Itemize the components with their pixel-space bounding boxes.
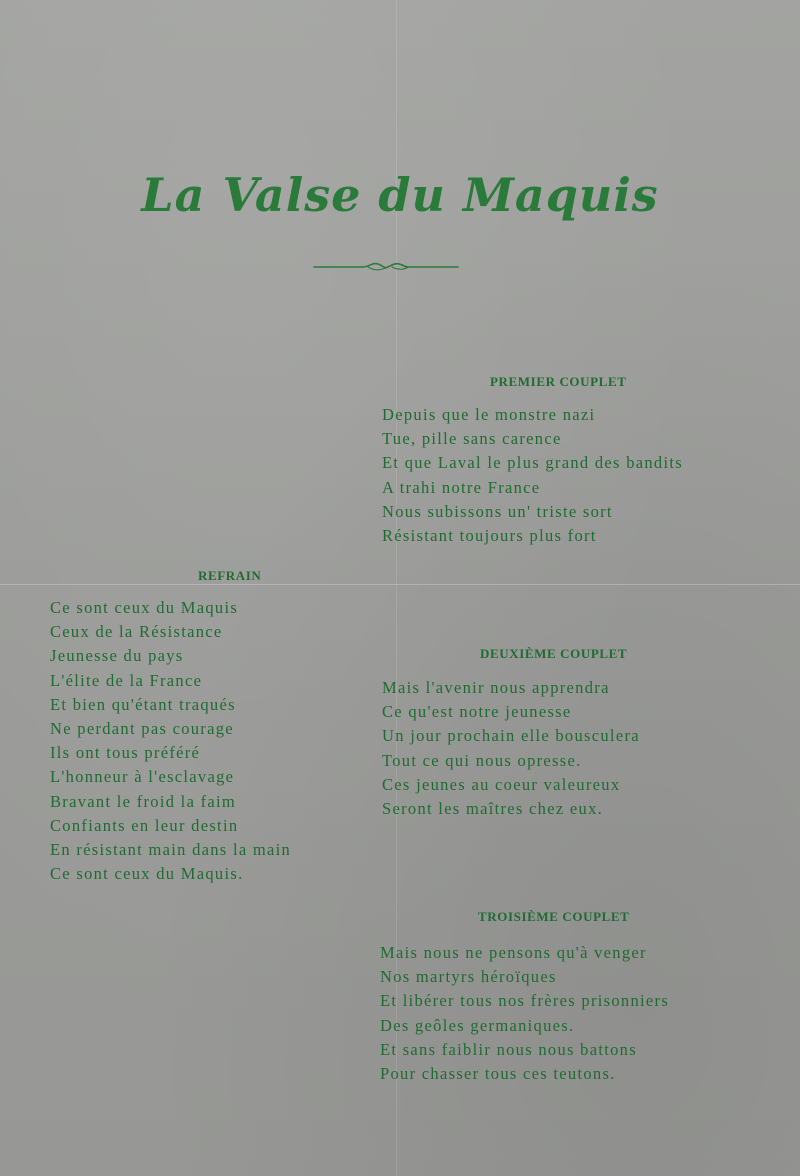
verse-line: Ne perdant pas courage xyxy=(50,719,234,739)
verse-line: Un jour prochain elle bousculera xyxy=(382,726,640,746)
verse-line: L'élite de la France xyxy=(50,670,203,690)
verse-line: Confiants en leur destin xyxy=(50,815,239,835)
verse-line: Tue, pille sans carence xyxy=(382,429,562,449)
verse-line: Ces jeunes au coeur valeureux xyxy=(382,774,621,794)
verse-line: Ce sont ceux du Maquis. xyxy=(50,864,244,884)
troisieme-couplet-heading: TROISIÈME COUPLET xyxy=(478,909,630,924)
verse-line: Ce qu'est notre jeunesse xyxy=(382,702,572,722)
verse-line: Résistant toujours plus fort xyxy=(382,526,597,546)
song-title: La Valse du Maquis xyxy=(141,168,659,222)
premier-couplet-verse xyxy=(382,403,683,548)
refrain-heading: REFRAIN xyxy=(198,568,262,583)
verse-line: Et libérer tous nos frères prisonniers xyxy=(380,991,670,1011)
verse-line: Jeunesse du pays xyxy=(50,646,184,666)
deuxieme-couplet-verse xyxy=(382,676,640,821)
verse-line: L'honneur à l'esclavage xyxy=(50,767,235,787)
verse-line: Nos martyrs héroïques xyxy=(380,967,557,987)
verse-line: Depuis que le monstre nazi xyxy=(382,405,596,424)
verse-line: Des geôles germaniques. xyxy=(380,1015,575,1035)
verse-line: Ils ont tous préféré xyxy=(50,743,201,763)
verse-line: Pour chasser tous ces teutons. xyxy=(380,1064,616,1084)
verse-line: En résistant main dans la main xyxy=(50,840,292,860)
verse-line: Et sans faiblir nous nous battons xyxy=(380,1039,637,1059)
verse-line: Nous subissons un' triste sort xyxy=(382,501,613,521)
verse-line: Seront les maîtres chez eux. xyxy=(382,799,604,819)
premier-couplet-heading: PREMIER COUPLET xyxy=(490,374,627,389)
verse-line: Mais l'avenir nous apprendra xyxy=(382,678,610,697)
refrain-verse xyxy=(50,596,291,886)
verse-line: Ce sont ceux du Maquis xyxy=(50,598,239,617)
troisieme-couplet-verse xyxy=(380,941,669,1086)
verse-line: Bravant le froid la faim xyxy=(50,791,237,811)
horizontal-fold-line xyxy=(0,584,800,586)
verse-line: Mais nous ne pensons qu'à venger xyxy=(380,943,647,962)
verse-line: A trahi notre France xyxy=(382,477,541,497)
verse-line: Et que Laval le plus grand des bandits xyxy=(382,453,683,473)
verse-line: Et bien qu'étant traqués xyxy=(50,694,236,714)
deuxieme-couplet-heading: DEUXIÈME COUPLET xyxy=(480,646,628,661)
verse-line: Tout ce qui nous opresse. xyxy=(382,750,582,770)
verse-line: Ceux de la Résistance xyxy=(50,622,223,642)
title-flourish-ornament xyxy=(312,258,460,274)
